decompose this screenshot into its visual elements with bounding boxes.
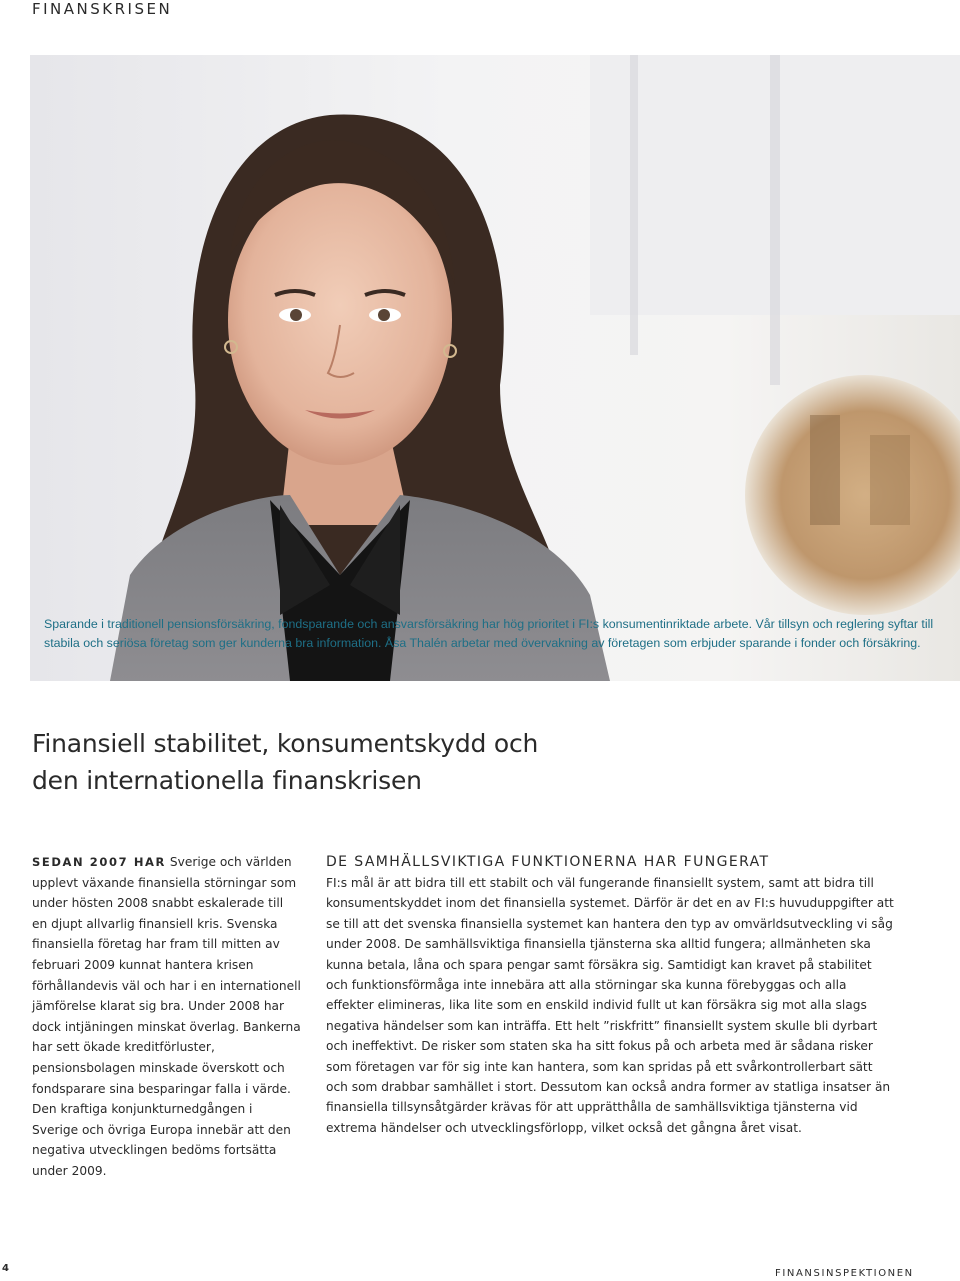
portrait-illustration — [30, 55, 960, 681]
photo-caption: Sparande i traditionell pensionsförsäkring, fondsparande och ansvarsförsäkring har hög prioritet i FI:s konsumentinriktade arbete. Vår tillsyn och reglering syftar till stabila och seriösa företag som ger kunderna bra information. Åsa Thalén arbetar med övervakning av företagen som erbjuder sparande i fonder och försäkring. — [44, 617, 934, 650]
title-line-1: Finansiell stabilitet, konsumentskydd och — [32, 729, 539, 758]
title-line-2: den internationella finanskrisen — [32, 766, 422, 795]
publisher-label: FINANSINSPEKTIONEN — [775, 1268, 914, 1279]
right-column — [326, 852, 896, 1138]
running-head: FINANSKRISEN — [32, 0, 173, 18]
left-column — [32, 852, 302, 1182]
left-paragraph — [32, 852, 302, 1182]
page-number: 4 — [2, 1263, 9, 1274]
lead-in: SEDAN 2007 HAR — [32, 855, 167, 869]
section-heading: DE SAMHÄLLSVIKTIGA FUNKTIONERNA HAR FUNGERAT — [326, 854, 770, 870]
article-title — [32, 725, 732, 799]
left-body-text: Sverige och världen upplevt växande finansiella störningar som under hösten 2008 snabbt eskalerade till en djupt allvarlig finansiell kris. Svenska finansiella företag har fram till mitten av februari 2009 kunnat hantera krisen förhållandevis väl och har i en internationell jämförelse klarat sig bra. Under 2008 har dock intjäningen minskat överlag. Bankerna har sett ökade kreditförluster, pensionsbolagen minskade överskott och fondsparare sina besparingar falla i värde. Den kraftiga konjunkturnedgången i Sverige och övriga Europa innebär att den negativa utvecklingen bedöms fortsätta under 2009. — [32, 855, 301, 1178]
portrait-photo — [30, 55, 960, 681]
right-body-text: FI:s mål är att bidra till ett stabilt och väl fungerande finansiellt system, samt att bidra till konsumentskyddet inom det finansiella systemet. Därför är det en av FI:s huvuduppgifter att se till att det svenska finansiella systemet kan hantera den typ av omvärldsutveckling vi såg under 2008. De samhällsviktiga finansiella tjänsterna ska alltid fungera; allmänheten ska kunna betala, låna och spara pengar samt försäkra sig. Samtidigt kan kravet på stabilitet och funktionsförmåga inte innebära att alla störningar ska kunna förebyggas och alla effekter elimineras, lika lite som en enskild individ fullt ut kan försäkra sig mot alla slags negativa händelser som kan inträffa. Ett helt ”riskfritt” finansiellt system skulle bli dyrbart och ineffektivt. De risker som staten ska ha sitt fokus på och arbeta med är sådana risker som företagen var för sig inte kan hantera, som kan spridas på ett svårkontrollerbart sätt och som drabbar samhället i stort. Dessutom kan också andra former av statliga insatser än finansiella tillsynsåtgärder krävas för att upprätthålla de samhällsviktiga tjänsterna vid extrema händelser och utvecklingsförlopp, vilket också det gångna året visat. — [326, 876, 894, 1135]
